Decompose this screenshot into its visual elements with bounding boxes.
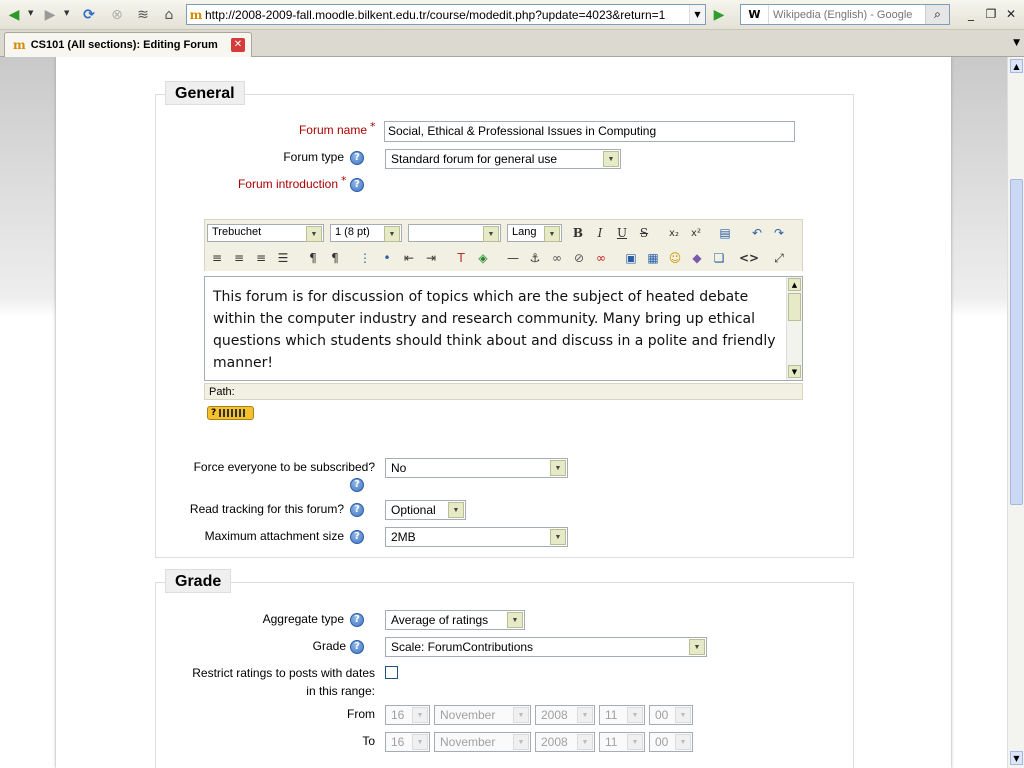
unordered-list-icon[interactable]: • — [383, 251, 391, 265]
url-history-dropdown-icon[interactable]: ▼ — [689, 5, 705, 24]
navigation-toolbar — [0, 0, 1024, 30]
forum-name-label: Forum name — [298, 123, 367, 137]
force-subscribe-help-icon[interactable]: ? — [350, 478, 364, 492]
forward-arrow-icon[interactable]: ▶ — [44, 7, 56, 23]
from-day-select[interactable]: 16 ▼ — [385, 705, 430, 725]
max-attachment-help-icon[interactable]: ? — [350, 530, 364, 544]
page-scrollbar[interactable] — [1007, 57, 1024, 768]
page-viewport — [0, 57, 1007, 768]
to-year-select[interactable]: 2008 ▼ — [535, 732, 595, 752]
font-family-select[interactable]: Trebuchet ▼ — [207, 224, 324, 242]
indent-icon[interactable]: ⇥ — [425, 251, 437, 265]
align-center-icon[interactable]: ≡ — [233, 251, 245, 265]
chevron-down-icon: ▼ — [412, 707, 428, 723]
justify-icon[interactable]: ☰ — [277, 251, 289, 265]
insert-smiley-icon[interactable]: ☺ — [668, 251, 682, 265]
chevron-down-icon: ▼ — [384, 226, 400, 242]
read-tracking-select[interactable]: Optional ▼ — [385, 500, 466, 520]
chevron-down-icon: ▼ — [627, 734, 643, 750]
restrict-ratings-label-line1: Restrict ratings to posts with dates — [192, 666, 375, 680]
home-icon[interactable]: ⌂ — [164, 7, 174, 23]
outdent-icon[interactable]: ⇤ — [403, 251, 415, 265]
editor-scroll-thumb[interactable] — [788, 293, 801, 321]
editor-scrollbar[interactable] — [786, 277, 802, 380]
scroll-up-icon[interactable]: ▲ — [788, 278, 801, 291]
keyboard-shortcuts-help-icon[interactable] — [207, 406, 254, 420]
back-arrow-icon[interactable]: ◀ — [8, 7, 20, 23]
tab-list-dropdown-icon[interactable]: ▼ — [1013, 38, 1020, 48]
insert-link-icon[interactable]: ∞ — [552, 251, 562, 265]
editor-toolbar — [204, 219, 803, 271]
search-box[interactable] — [740, 4, 950, 25]
html-source-icon[interactable]: <> — [738, 251, 760, 265]
grade-help-icon[interactable]: ? — [350, 640, 364, 654]
chevron-down-icon: ▼ — [577, 734, 593, 750]
search-icon[interactable]: ⌕ — [925, 5, 949, 24]
font-size-select[interactable]: 1 (8 pt) ▼ — [330, 224, 402, 242]
strikethrough-icon[interactable]: S — [639, 226, 649, 240]
editor-text-area[interactable] — [204, 276, 803, 381]
force-subscribe-label: Force everyone to be subscribed? — [193, 460, 375, 474]
tab-label: CS101 (All sections): Editing Forum — [30, 39, 218, 51]
aggregate-type-help-icon[interactable]: ? — [350, 613, 364, 627]
text-color-icon[interactable]: T — [457, 251, 465, 265]
from-minute-select[interactable]: 00 ▼ — [649, 705, 693, 725]
anchor-icon[interactable]: ⚓ — [529, 251, 541, 265]
to-minute-select[interactable]: 00 ▼ — [649, 732, 693, 752]
tab-bar — [0, 30, 1024, 57]
redo-icon[interactable]: ↷ — [773, 226, 785, 240]
scroll-up-icon[interactable]: ▲ — [1010, 59, 1023, 73]
moodle-tab-favicon-icon: m — [13, 38, 26, 52]
chevron-down-icon: ▼ — [544, 226, 560, 242]
forward-history-dropdown-icon[interactable]: ▼ — [64, 9, 70, 17]
insert-image-icon[interactable]: ▣ — [625, 251, 637, 265]
clean-word-html-icon[interactable]: ▤ — [719, 226, 731, 240]
aggregate-type-select[interactable]: Average of ratings ▼ — [385, 610, 525, 630]
editor-content[interactable]: This forum is for discussion of topics which are the subject of heated debate within the computer industry and research community. Many bring up ethical questions which students should think about and discuss in a polite and friendly manner! — [213, 289, 776, 371]
nolink-icon[interactable]: ∞ — [596, 251, 606, 265]
forum-name-required-mark: * — [370, 120, 376, 133]
search-engine-icon[interactable]: W — [741, 5, 769, 24]
chevron-down-icon: ▼ — [675, 707, 691, 723]
chevron-down-icon: ▼ — [627, 707, 643, 723]
language-select[interactable]: Lang ▼ — [507, 224, 562, 242]
scroll-down-icon[interactable]: ▼ — [1010, 751, 1023, 765]
italic-icon[interactable]: I — [597, 226, 603, 240]
chevron-down-icon: ▼ — [689, 639, 705, 655]
bookmarks-icon[interactable]: ≋ — [137, 7, 149, 23]
from-label: From — [347, 707, 375, 721]
forum-intro-label: Forum introduction — [237, 177, 338, 191]
max-attachment-label: Maximum attachment size — [204, 529, 344, 543]
reload-icon[interactable]: ⟳ — [83, 7, 95, 23]
chevron-down-icon: ▼ — [507, 612, 523, 628]
left-to-right-icon[interactable]: ¶ — [309, 251, 317, 265]
restore-icon[interactable]: ❐ — [985, 7, 997, 21]
superscript-icon[interactable]: x² — [691, 227, 701, 239]
restrict-ratings-label-line2: in this range: — [306, 684, 375, 698]
grade-label: Grade — [312, 639, 346, 653]
read-tracking-label: Read tracking for this forum? — [189, 502, 344, 516]
chevron-down-icon: ▼ — [550, 529, 566, 545]
background-color-icon[interactable]: ◈ — [478, 251, 488, 265]
search-replace-icon[interactable]: ❏ — [713, 251, 725, 265]
chevron-down-icon: ▼ — [513, 734, 529, 750]
help-glyph: ? — [211, 408, 217, 418]
to-month-select[interactable]: November ▼ — [434, 732, 531, 752]
chevron-down-icon: ▼ — [448, 502, 464, 518]
restrict-ratings-checkbox[interactable] — [385, 666, 398, 679]
align-right-icon[interactable]: ≡ — [255, 251, 267, 265]
search-input[interactable] — [769, 8, 925, 22]
fullscreen-icon[interactable]: ⤢ — [774, 250, 784, 265]
bold-icon[interactable]: B — [572, 226, 584, 240]
chevron-down-icon: ▼ — [412, 734, 428, 750]
chevron-down-icon: ▼ — [306, 226, 322, 242]
to-day-select[interactable]: 16 ▼ — [385, 732, 430, 752]
scroll-down-icon[interactable]: ▼ — [788, 365, 801, 378]
forum-type-help-icon[interactable]: ? — [350, 151, 364, 165]
chevron-down-icon: ▼ — [513, 707, 529, 723]
right-to-left-icon[interactable]: ¶ — [331, 251, 339, 265]
underline-icon[interactable]: U — [616, 226, 628, 240]
subscript-icon[interactable]: x₂ — [669, 227, 679, 239]
stop-icon[interactable]: ⊗ — [111, 7, 123, 23]
chevron-down-icon: ▼ — [483, 226, 499, 242]
forum-type-label: Forum type — [283, 150, 344, 164]
horizontal-rule-icon[interactable]: — — [507, 251, 519, 265]
grade-scale-select[interactable]: Scale: ForumContributions ▼ — [385, 637, 707, 657]
from-hour-select[interactable]: 11 ▼ — [599, 705, 645, 725]
forum-type-select[interactable]: Standard forum for general use ▼ — [385, 149, 621, 169]
keyboard-icon — [219, 409, 245, 417]
insert-table-icon[interactable]: ▦ — [647, 251, 659, 265]
from-year-select[interactable]: 2008 ▼ — [535, 705, 595, 725]
forum-name-input[interactable]: Social, Ethical & Professional Issues in Computing — [384, 121, 795, 142]
grade-legend: Grade — [165, 569, 231, 593]
chevron-down-icon: ▼ — [577, 707, 593, 723]
chevron-down-icon: ▼ — [675, 734, 691, 750]
tab-editing-forum[interactable] — [4, 32, 252, 57]
ordered-list-icon[interactable]: ⋮ — [359, 251, 371, 265]
url-bar[interactable] — [186, 4, 706, 25]
to-label: To — [362, 734, 375, 748]
go-button[interactable]: ▶ — [713, 7, 725, 23]
read-tracking-help-icon[interactable]: ? — [350, 503, 364, 517]
chevron-down-icon: ▼ — [603, 151, 619, 167]
page-scroll-thumb[interactable] — [1010, 179, 1023, 505]
special-character-icon[interactable]: ◆ — [692, 251, 702, 265]
chevron-down-icon: ▼ — [550, 460, 566, 476]
force-subscribe-select[interactable]: No ▼ — [385, 458, 568, 478]
moodle-favicon-icon: m — [189, 7, 203, 22]
max-attachment-select[interactable]: 2MB ▼ — [385, 527, 568, 547]
forum-intro-help-icon[interactable]: ? — [350, 178, 364, 192]
undo-icon[interactable]: ↶ — [751, 226, 763, 240]
editor-path-bar: Path: — [204, 383, 803, 400]
back-history-dropdown-icon[interactable]: ▼ — [28, 9, 34, 17]
url-text[interactable]: http://2008-2009-fall.moodle.bilkent.edu.tr/course/modedit.php?update=4023&return=1 — [205, 7, 666, 22]
from-month-select[interactable]: November ▼ — [434, 705, 531, 725]
aggregate-type-label: Aggregate type — [262, 612, 344, 626]
to-hour-select[interactable]: 11 ▼ — [599, 732, 645, 752]
general-legend: General — [165, 81, 245, 105]
close-window-icon[interactable]: ✕ — [1005, 7, 1017, 21]
remove-link-icon[interactable]: ⊘ — [573, 251, 585, 265]
align-left-icon[interactable]: ≡ — [211, 251, 223, 265]
minimize-icon[interactable]: _ — [968, 7, 974, 21]
paragraph-style-select[interactable] — [408, 224, 501, 242]
close-tab-icon[interactable]: ✕ — [231, 38, 245, 52]
forum-intro-required-mark: * — [341, 174, 347, 187]
